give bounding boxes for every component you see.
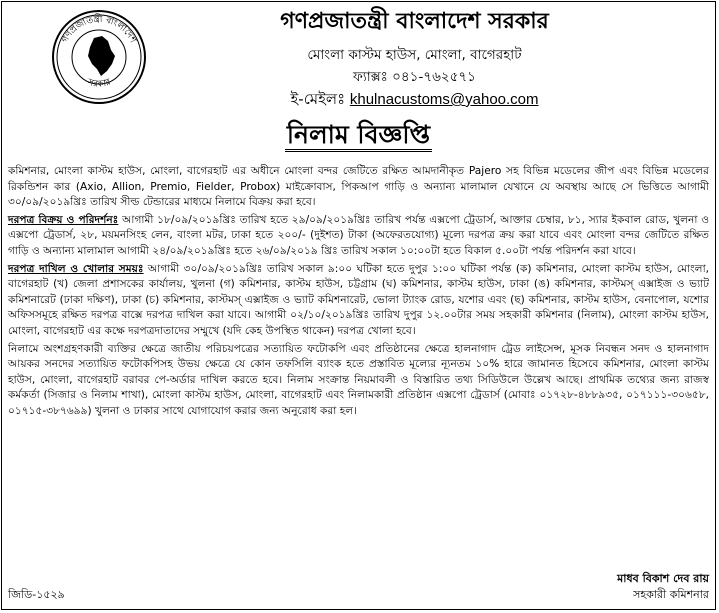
seal-text-top: গণপ্রজাতন্ত্রী বাংলাদেশ xyxy=(60,14,138,45)
notice-body xyxy=(8,164,709,422)
submission-opening-text: আগামী ৩০/০৯/২০১৯খ্রিঃ তারিখ সকাল ৯:০০ ঘটিকা হতে দুপুর ১:০০ ঘটিকা পর্যন্ত (ক) কমিশনার, মোংলা কাস্টম হাউস, মোংলা, বাগেরহাট (খ) জেলা প্রশাসকের কার্যালয়, খুলনা (গ) কমিশনার, কাস্টম হাউস, চট্টগ্রাম (ঘ) কমিশনার, কাস্টম হাউস, ঢাকা (ঙ) কমিশনার, কাস্টমস্ এক্সাইজ ও ভ্যাট কমিশনারেট (ঢাকা দক্ষিণ), ঢাকা (চ) কমিশনার, কাস্টমস্ এক্সাইজ ও ভ্যাট কমিশনারেট, ভোলা ট্যাংক রোড, যশোর এবং (ছ) কমিশনার, কাস্টম হাউস, বেনাপোল, যশোর অফিসসমূহে রক্ষিত দরপত্র বাক্সে দরপত্র দাখিল করা যাবে। আগামী ০২/১০/২০১৯খ্রিঃ তারিখ দুপুর ১২.০০টার সময় সহকারী কমিশনার (নিলাম), মোংলা কাস্টম হাউস, মোংলা, বাগেরহাট এর কক্ষে দরপত্রদাতাদের সম্মুখে (যদি কেহ উপস্থিত থাকেন) দরপত্র খোলা হবে। xyxy=(8,262,710,337)
email-link[interactable]: khulnacustoms@yahoo.com xyxy=(349,91,539,108)
seal-text-bottom: সরকার xyxy=(85,77,113,90)
email-label: ই-মেইলঃ xyxy=(290,90,350,108)
notice-frame xyxy=(1,1,716,610)
signer-name: মাধব বিকাশ দেব রায় xyxy=(617,572,709,585)
government-seal xyxy=(50,8,148,106)
sale-inspection-text: আগামী ১৮/০৯/২০১৯খ্রিঃ তারিখ হতে ২৯/০৯/২০১৯খ্রিঃ তারিখ পর্যন্ত এক্সপো ট্রেডার্স, আক্তার চেম্বার, ৮১, স্যার ইকবাল রোড, খুলনা ও এক্সপো ট্রেডার্স, ২৮, ময়মনসিংহ লেন, বাংলা মটর, ঢাকা হতে ২০০/- (দুইশত) টাকা (অফেরতযোগ্য) মূল্যে দরপত্র ক্রয় করা যাবে এবং মোংলা বন্দর জেটিতে রক্ষিত গাড়ি ও অন্যান্য মালামাল আগামী ২৪/০৯/২০১৯খ্রিঃ হতে ২৬/০৯/২০১৯ খ্রিঃ তারিখ সকাল ১০:০০টা হতে বিকাল ৫.০০টা পর্যন্ত পরিদর্শন করা যাবে। xyxy=(8,213,710,257)
fax-line xyxy=(152,68,677,86)
notice-title xyxy=(2,118,715,152)
paragraph-submission-opening xyxy=(8,262,709,340)
signer-designation: সহকারী কমিশনার xyxy=(633,588,709,601)
fax-label: ফ্যাক্সঃ xyxy=(353,69,393,85)
notice-title-text: নিলাম বিজ্ঞপ্তি xyxy=(285,120,432,152)
submission-opening-heading: দরপত্র দাখিল ও খোলার সময়ঃ xyxy=(8,262,144,275)
paragraph-requirements: নিলামে অংশগ্রহণকারী ব্যক্তির ক্ষেত্রে জাতীয় পরিচয়পত্রের সত্যায়িত ফটোকপি এবং প্রতিষ্ঠানের ক্ষেত্রে হালনাগাদ ট্রেড লাইসেন্স, মূসক নিবন্ধন সনদ ও হালনাগাদ আয়কর সনদের সত্যায়িত ফটোকপিসহ উভয় ক্ষেত্রে যে কোন তফসিলি ব্যাংক হতে প্রস্তাবিত মূল্যের ন্যূনতম ১০% হারে জামানত হিসেবে কমিশনার, মোংলা কাস্টম হাউস, মোংলা, বাগেরহাট বরাবর পে-অর্ডার দাখিল করতে হবে। নিলাম সংক্রান্ত নিয়মাবলী ও বিস্তারিত তথ্য সিডিউলে উল্লেখ আছে। প্রাথমিক তথ্যের জন্য রাজস্ব কর্মকর্তা (সিজার ও নিলাম শাখা), মোংলা কাস্টম হাউস, মোংলা, বাগেরহাট এবং নিলামকারী প্রতিষ্ঠান এক্সপো ট্রেডার্স (মোবাঃ ০১৭২৮-৪৮৮৯৩৫, ০১৭১১১-৩০৬৫৮, ০১৭১৫-৩৮৭৬৯৯) খুলনা ও ঢাকার সাথে যোগাযোগ করার জন্য অনুরোধ করা হল। xyxy=(8,342,709,417)
office-address: মোংলা কাস্টম হাউস, মোংলা, বাগেরহাট xyxy=(307,47,522,63)
seal-icon xyxy=(50,8,148,106)
sale-inspection-heading: দরপত্র বিক্রয় ও পরিদর্শনঃ xyxy=(8,213,119,226)
government-title: গণপ্রজাতন্ত্রী বাংলাদেশ সরকার xyxy=(280,9,549,34)
paragraph-intro: কমিশনার, মোংলা কাস্টম হাউস, মোংলা, বাগেরহাট এর অধীনে মোংলা বন্দর জেটিতে রক্ষিত আমদানীকৃত Pajero সহ বিভিন্ন মডেলের জীপ এবং বিভিন্ন মডেলের রিকন্ডিশন কার (Axio, Allion, Premio, Fielder, Probox) মাইক্রোবাস, পিকআপ গাড়ি ও অন্যান্য মালামাল যেখানে যে অবস্থায় আছে সে ভিত্তিতে আগামী ৩০/০৯/২০১৯খ্রিঃ তারিখ সীল্ড টেন্ডারের মাধ্যমে নিলামে বিক্রয় করা হবে। xyxy=(8,165,709,209)
svg-text:সরকার xyxy=(85,77,113,90)
notice-footer xyxy=(8,569,709,605)
email-line xyxy=(152,90,677,109)
gd-code: জিডি-১৫২৯ xyxy=(8,588,65,601)
fax-number: ০৪১-৭৬২৫৭১ xyxy=(392,69,476,85)
paragraph-sale-inspection xyxy=(8,213,709,260)
